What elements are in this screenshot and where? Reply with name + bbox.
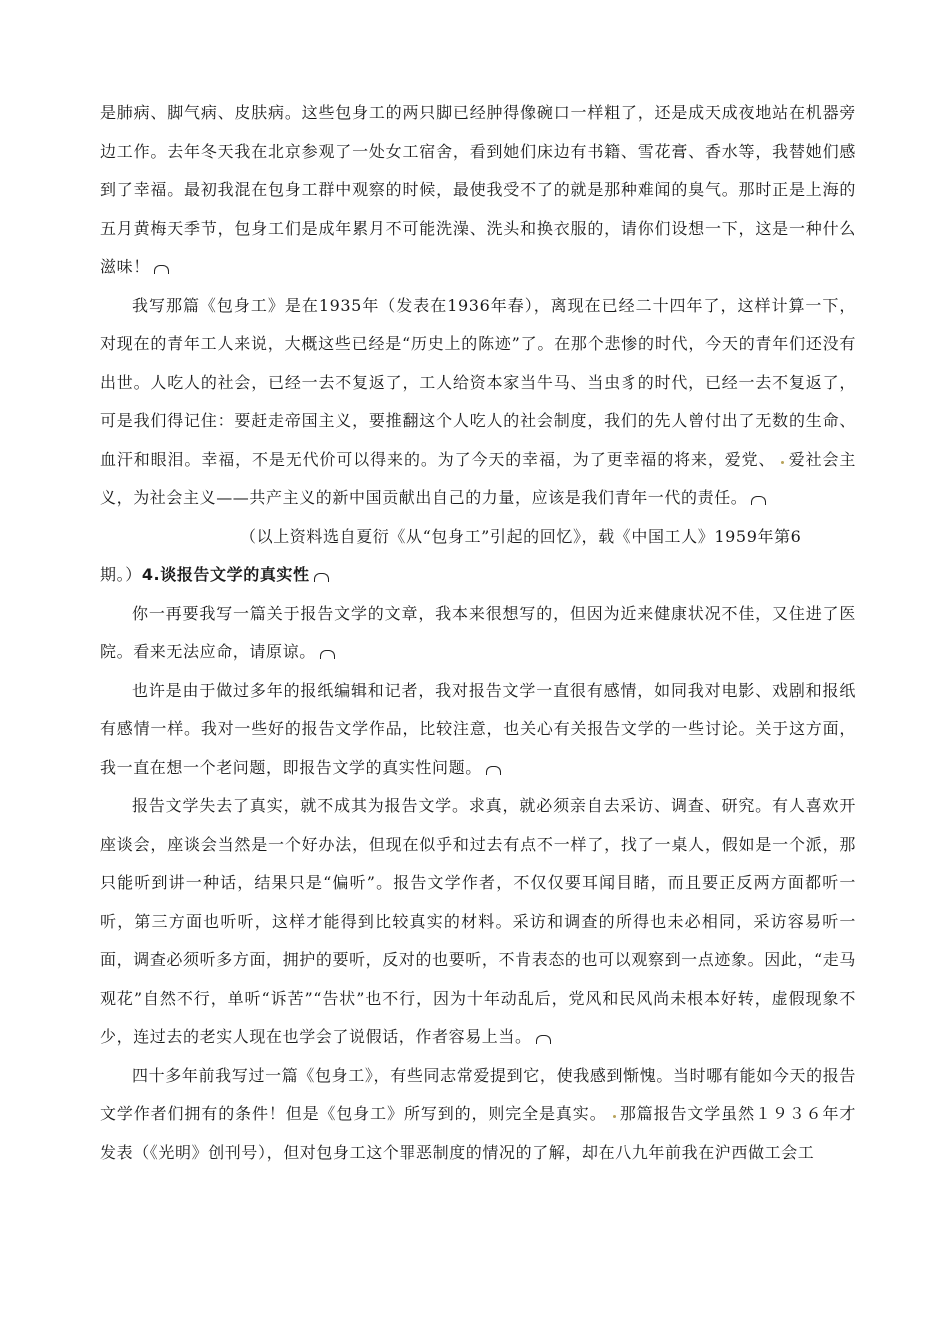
stray-dot-icon — [781, 461, 784, 464]
source-citation-tail: 期。） — [100, 565, 142, 584]
paragraph-1 — [100, 94, 856, 287]
section-heading-line — [100, 556, 856, 595]
paragraph-6 — [100, 787, 856, 1057]
paragraph-7 — [100, 1057, 856, 1173]
paragraph-mark-icon — [320, 650, 335, 659]
source-citation-text: （以上资料选自夏衍《从“包身工”引起的回忆》，载《中国工人》1959年第6 — [240, 526, 802, 546]
paragraph-6-text: 报告文学失去了真实，就不成其为报告文学。求真，就必须亲自去采访、调查、研究。有人喜欢开座谈会，座谈会当然是一个好办法，但现在似乎和过去有点不一样了，找了一桌人，假如是一个派，那只能听到讲一种话，结果只是“偏听”。报告文学作者，不仅仅要耳闻目睹，而且要正反两方面都听一听，第三方面也听听，这样才能得到比较真实的材料。采访和调查的所得也未必相同，采访容易听一面，调查必须听多方面，拥护的要听，反对的也要听，不肯表态的也可以观察到一点迹象。因此，“走马观花”自然不行，单听“诉苦”“告状”也不行，因为十年动乱后，党风和民风尚未根本好转，虚假现象不少，连过去的老实人现在也学会了说假话，作者容易上当。 — [100, 796, 856, 1046]
paragraph-4-text: 你一再要我写一篇关于报告文学的文章，我本来很想写的，但因为近来健康状况不佳，又住进了医院。看来无法应命，请原谅。 — [100, 603, 856, 661]
stray-dot-icon — [613, 1115, 616, 1118]
paragraph-mark-icon — [154, 265, 169, 274]
paragraph-mark-icon — [314, 573, 329, 582]
paragraph-2-text-a: 我写那篇《包身工》是在1935年（发表在1936年春），离现在已经二十四年了，这样计算一下，对现在的青年工人来说，大概这些已经是“历史上的陈迹”了。在那个悲惨的时代，今天的青年们还没有出世。人吃人的社会，已经一去不复返了，工人给资本家当牛马、当虫豸的时代，已经一去不复返了，可是我们得记住：要赶走帝国主义，要推翻这个人吃人的社会制度，我们的先人曾付出了无数的生命、血汗和眼泪。幸福，不是无代价可以得来的。为了今天的幸福，为了更幸福的将来，爱党、 — [100, 295, 856, 469]
paragraph-mark-icon — [536, 1035, 551, 1044]
paragraph-mark-icon — [486, 766, 501, 775]
paragraph-7-text-b: 那篇报告文学虽然１９３６年才发表（《光明》创刊号），但对包身工这个罪恶制度的情况的了解，却在八九年前我在沪西做工会工 — [100, 1104, 856, 1162]
paragraph-mark-icon — [751, 496, 766, 505]
document-body — [100, 94, 856, 1172]
paragraph-4 — [100, 595, 856, 672]
paragraph-7-text-a: 四十多年前我写过一篇《包身工》，有些同志常爱提到它，使我感到惭愧。当时哪有能如今天的报告文学作者们拥有的条件！但是《包身工》所写到的，则完全是真实。 — [100, 1065, 856, 1123]
paragraph-2-text-b: 爱社会主义，为社会主义——共产主义的新中国贡献出自己的力量，应该是我们青年一代的责任。 — [100, 449, 856, 507]
paragraph-5 — [100, 672, 856, 788]
section-heading: 4.谈报告文学的真实性 — [141, 565, 310, 584]
source-citation — [100, 518, 856, 557]
paragraph-5-text: 也许是由于做过多年的报纸编辑和记者，我对报告文学一直很有感情，如同我对电影、戏剧和报纸有感情一样。我对一些好的报告文学作品，比较注意，也关心有关报告文学的一些讨论。关于这方面，我一直在想一个老问题，即报告文学的真实性问题。 — [100, 680, 856, 777]
paragraph-2 — [100, 287, 856, 518]
paragraph-1-text: 是肺病、脚气病、皮肤病。这些包身工的两只脚已经肿得像碗口一样粗了，还是成天成夜地站在机器旁边工作。去年冬天我在北京参观了一处女工宿舍，看到她们床边有书籍、雪花膏、香水等，我替她们感到了幸福。最初我混在包身工群中观察的时候，最使我受不了的就是那种难闻的臭气。那时正是上海的五月黄梅天季节，包身工们是成年累月不可能洗澡、洗头和换衣服的，请你们设想一下，这是一种什么滋味！ — [100, 103, 856, 276]
